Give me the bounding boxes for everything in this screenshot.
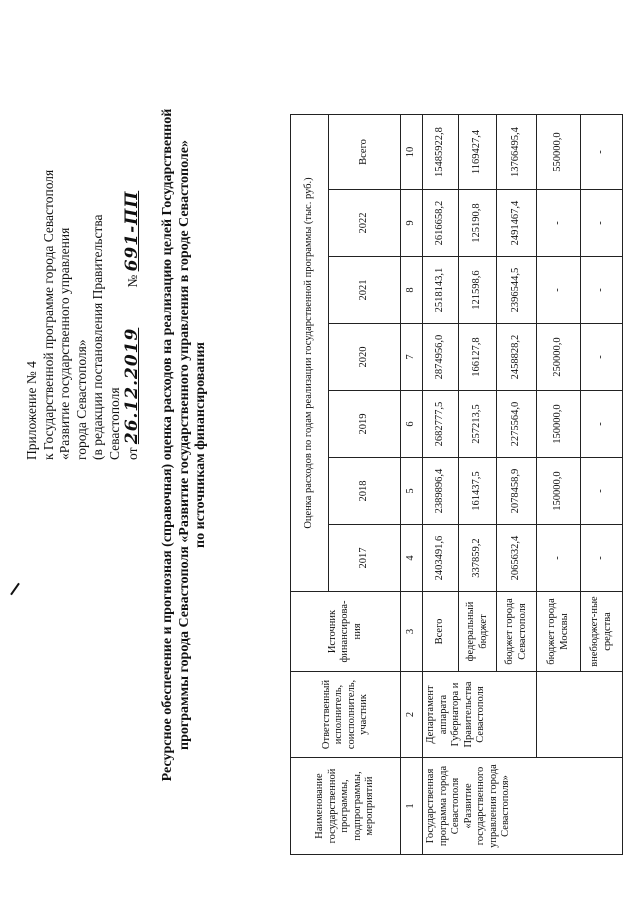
header-year: 2020 bbox=[329, 324, 401, 391]
value-cell: 125190,8 bbox=[459, 190, 497, 257]
annex-line: к Государственной программе города Севастополя bbox=[40, 169, 56, 460]
value-cell: 250000,0 bbox=[537, 324, 581, 391]
number-prefix: № bbox=[124, 274, 140, 288]
value-cell: 2078458,9 bbox=[497, 458, 537, 525]
document-title bbox=[160, 25, 210, 865]
value-cell: 2065632,4 bbox=[497, 525, 537, 592]
value-cell: 150000,0 bbox=[537, 458, 581, 525]
value-cell: 2458828,2 bbox=[497, 324, 537, 391]
source-cell: внебюджет-ные средства bbox=[581, 592, 623, 672]
source-cell: бюджет города Москвы bbox=[537, 592, 581, 672]
value-cell: 2874956,0 bbox=[423, 324, 459, 391]
program-name-cell: Государственная программа города Севастополя «Развитие государственного управления города Севастополя» bbox=[423, 758, 623, 855]
header-executor: Ответственный исполнитель, соисполнитель, участник bbox=[291, 672, 401, 758]
value-cell: 161437,5 bbox=[459, 458, 497, 525]
table-header-row bbox=[291, 115, 329, 855]
executor-cell: Департамент аппарата Губернатора и Правительства Севастополя bbox=[423, 672, 537, 758]
source-cell: бюджет города Севастополя bbox=[497, 592, 537, 672]
value-cell: - bbox=[581, 324, 623, 391]
value-cell: - bbox=[581, 257, 623, 324]
column-number: 9 bbox=[401, 190, 423, 257]
header-year: 2022 bbox=[329, 190, 401, 257]
value-cell: 2403491,6 bbox=[423, 525, 459, 592]
header-program-name: Наименование государственной программы, подпрограммы, мероприятий bbox=[291, 758, 401, 855]
column-number: 7 bbox=[401, 324, 423, 391]
value-cell: - bbox=[581, 391, 623, 458]
column-number: 2 bbox=[401, 672, 423, 758]
value-cell: - bbox=[581, 190, 623, 257]
value-cell: - bbox=[537, 190, 581, 257]
value-cell: 150000,0 bbox=[537, 391, 581, 458]
value-cell: 2682777,5 bbox=[423, 391, 459, 458]
value-cell: 550000,0 bbox=[537, 115, 581, 190]
table-row bbox=[537, 115, 581, 855]
value-cell: - bbox=[581, 525, 623, 592]
value-cell: 13766495,4 bbox=[497, 115, 537, 190]
value-cell: 2491467,4 bbox=[497, 190, 537, 257]
date-prefix: от bbox=[124, 447, 140, 460]
column-number: 5 bbox=[401, 458, 423, 525]
executor-empty-cell bbox=[537, 672, 623, 758]
header-year: 2017 bbox=[329, 525, 401, 592]
annex-line: города Севастополя» bbox=[73, 339, 89, 460]
value-cell: 257213,5 bbox=[459, 391, 497, 458]
header-estimate: Оценка расходов по годам реализации государственной программы (тыс. руб.) bbox=[291, 115, 329, 592]
value-cell: 2518143,1 bbox=[423, 257, 459, 324]
header-year: 2021 bbox=[329, 257, 401, 324]
column-number: 1 bbox=[401, 758, 423, 855]
handwritten-number: 691-ПП bbox=[121, 190, 142, 272]
source-cell: Всего bbox=[423, 592, 459, 672]
financing-table bbox=[290, 114, 623, 855]
annex-line: (в редакции постановления Правительства bbox=[90, 214, 106, 460]
header-year: 2018 bbox=[329, 458, 401, 525]
value-cell: - bbox=[581, 458, 623, 525]
header-source: Источник финансирова-ния bbox=[291, 592, 401, 672]
annex-line: Приложение № 4 bbox=[24, 361, 39, 460]
column-number: 8 bbox=[401, 257, 423, 324]
value-cell: - bbox=[537, 525, 581, 592]
source-cell: федеральный бюджет bbox=[459, 592, 497, 672]
annex-line: Севастополя bbox=[106, 387, 122, 460]
title-line-3: по источникам финансирования bbox=[193, 342, 208, 548]
annex-header bbox=[24, 60, 141, 460]
value-cell: 2396544,5 bbox=[497, 257, 537, 324]
value-cell: 2616658,2 bbox=[423, 190, 459, 257]
value-cell: - bbox=[581, 115, 623, 190]
value-cell: 1169427,4 bbox=[459, 115, 497, 190]
header-year: 2019 bbox=[329, 391, 401, 458]
table-row bbox=[423, 115, 459, 855]
value-cell: - bbox=[537, 257, 581, 324]
value-cell: 121598,6 bbox=[459, 257, 497, 324]
title-line-2: программы города Севастополя «Развитие государственного управления в городе Севастополе» bbox=[176, 140, 192, 750]
value-cell: 2389896,4 bbox=[423, 458, 459, 525]
column-number: 3 bbox=[401, 592, 423, 672]
column-number: 4 bbox=[401, 525, 423, 592]
column-number: 6 bbox=[401, 391, 423, 458]
title-line-1: Ресурсное обеспечение и прогнозная (справочная) оценка расходов на реализацию целей Государственной bbox=[160, 108, 175, 782]
value-cell: 337859,2 bbox=[459, 525, 497, 592]
value-cell: 15485922,8 bbox=[423, 115, 459, 190]
annex-line: «Развитие государственного управления bbox=[57, 227, 73, 460]
annex-date-row bbox=[121, 60, 142, 460]
column-numbers-row bbox=[401, 115, 423, 855]
handwritten-date: 26.12.2019 bbox=[121, 327, 142, 445]
header-total: Всего bbox=[329, 115, 401, 190]
value-cell: 2275564,0 bbox=[497, 391, 537, 458]
value-cell: 166127,8 bbox=[459, 324, 497, 391]
column-number: 10 bbox=[401, 115, 423, 190]
